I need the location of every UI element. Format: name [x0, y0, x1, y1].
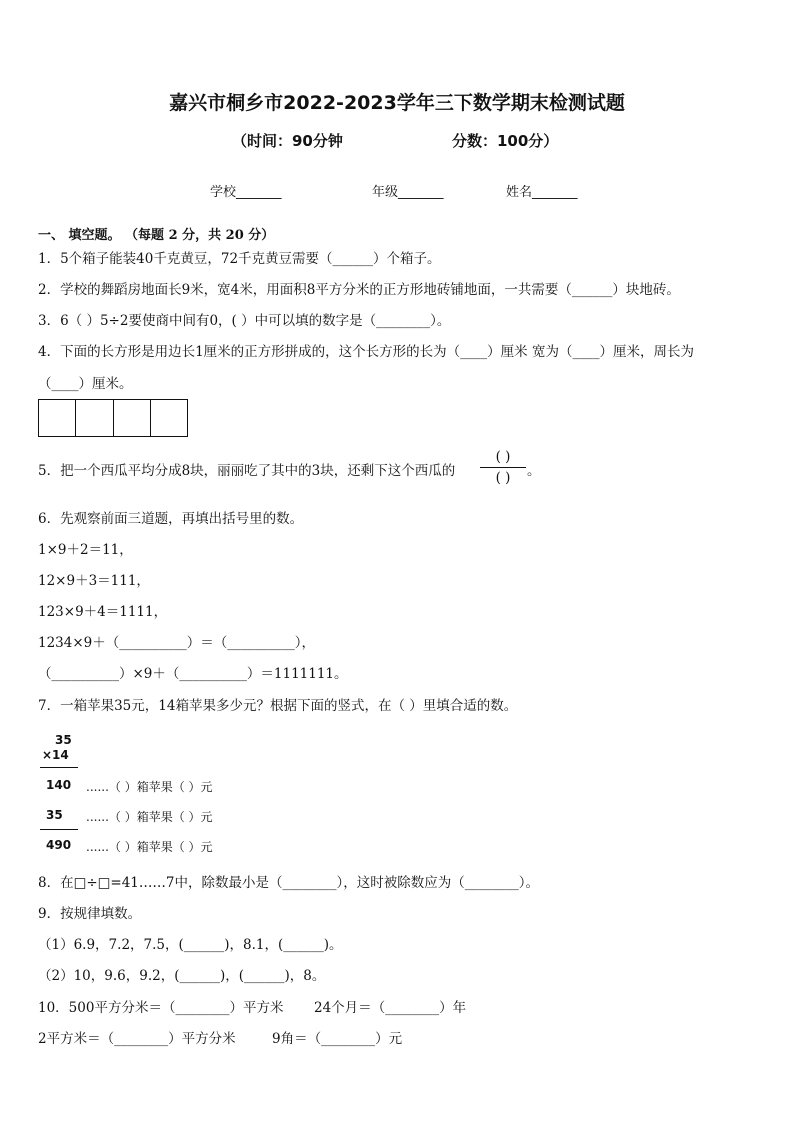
partial-product-2: 35 [46, 808, 63, 822]
fraction-bar [480, 467, 526, 468]
question-9-part-2: （2）10，9.6，9.2，(______)，(______)，8。 [38, 968, 326, 984]
question-10-a: 10．500平方分米＝（________）平方米 [38, 1000, 284, 1016]
grid-square [39, 400, 76, 436]
partial-product-1-blanks: ......（ ）箱苹果（ ）元 [86, 780, 213, 794]
grade-field: 年级_______ [372, 185, 444, 200]
question-9: 9．按规律填数。 [38, 906, 142, 922]
question-6: 6．先观察前面三道题，再填出括号里的数。 [38, 511, 304, 527]
vertical-multiplicand: 35 [55, 733, 72, 747]
fraction-numerator: ( ) [495, 449, 511, 465]
page-title: 嘉兴市桐乡市2022-2023学年三下数学期末检测试题 [169, 92, 625, 114]
name-field: 姓名_______ [506, 185, 578, 200]
question-10-b: 24个月＝（________）年 [314, 1000, 467, 1016]
product-result-blanks: ......（ ）箱苹果（ ）元 [86, 840, 213, 854]
vertical-rule-2 [40, 829, 78, 830]
question-1: 1．5个箱子能装40千克黄豆，72千克黄豆需要（______）个箱子。 [38, 251, 441, 267]
question-5-end: 。 [527, 463, 541, 479]
fraction-blank [480, 448, 526, 487]
section-heading: 一、 填空题。 （每题 2 分，共 20 分） [38, 228, 275, 243]
question-7: 7．一箱苹果35元，14箱苹果多少元？根据下面的竖式，在（ ）里填合适的数。 [38, 698, 518, 714]
question-6-example-2: 12×9＋3＝111， [38, 573, 150, 589]
rectangle-grid [38, 399, 188, 437]
question-5: 5．把一个西瓜平均分成8块，丽丽吃了其中的3块，还剩下这个西瓜的 [38, 463, 456, 479]
question-4-line-1: 4．下面的长方形是用边长1厘米的正方形拼成的，这个长方形的长为（____）厘米 宽为（____）厘米，周长为 [38, 344, 694, 360]
question-4-line-2: （____）厘米。 [38, 376, 133, 392]
vertical-rule-1 [40, 767, 78, 768]
question-2: 2．学校的舞蹈房地面长9米，宽4米，用面积8平方分米的正方形地砖铺地面，一共需要（______）块地砖。 [38, 282, 680, 298]
grid-square [76, 400, 113, 436]
school-field: 学校_______ [210, 185, 282, 200]
question-8: 8．在□÷□=41……7中，除数最小是（________），这时被除数应为（________）。 [38, 875, 539, 891]
fraction-denominator: ( ) [495, 470, 511, 486]
question-6-blank-2: （__________）×9＋（__________）＝1111111。 [38, 666, 348, 682]
vertical-multiplier: ×14 [42, 748, 69, 762]
exam-time: （时间：90分钟 [232, 132, 343, 150]
grid-square [151, 400, 187, 436]
exam-score: 分数：100分） [452, 132, 559, 150]
question-9-part-1: （1）6.9，7.2，7.5，(______)，8.1，(______)。 [38, 937, 343, 953]
question-10-d: 9角＝（________）元 [272, 1031, 403, 1047]
question-6-example-1: 1×9＋2＝11， [38, 542, 133, 558]
product-result: 490 [46, 838, 72, 852]
partial-product-2-blanks: ......（ ）箱苹果（ ）元 [86, 810, 213, 824]
question-6-blank-1: 1234×9＋（__________）＝（__________）， [38, 635, 316, 651]
question-10-c: 2平方米＝（________）平方分米 [38, 1031, 236, 1047]
grid-square [114, 400, 151, 436]
question-6-example-3: 123×9＋4＝1111， [38, 604, 168, 620]
partial-product-1: 140 [46, 778, 72, 792]
question-3: 3．6（ ）5÷2要使商中间有0，( ）中可以填的数字是（________）。 [38, 313, 451, 329]
